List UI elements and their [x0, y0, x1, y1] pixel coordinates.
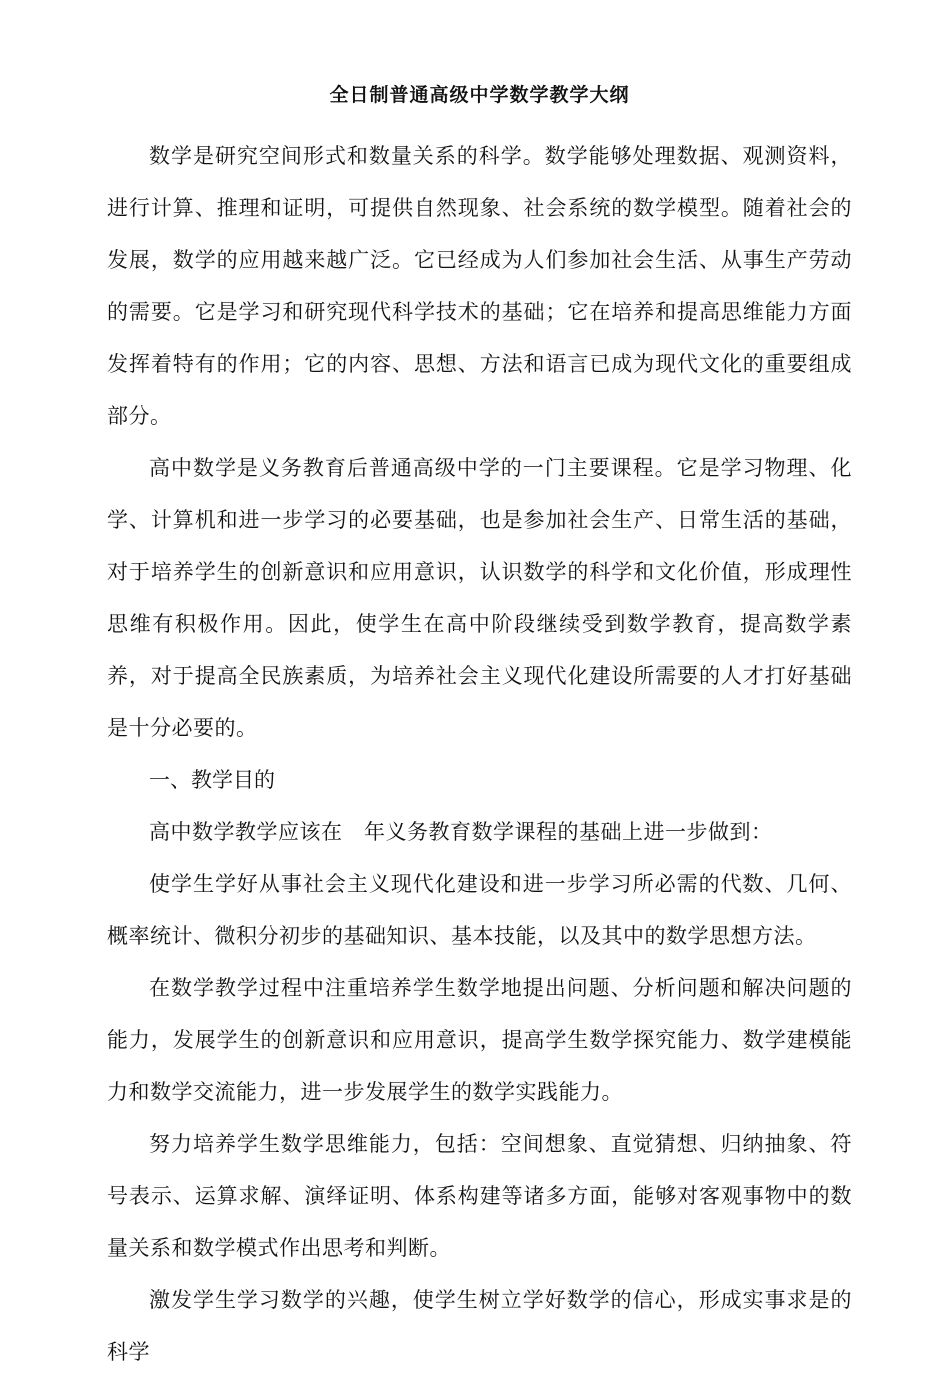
paragraph-high-school-math: 高中数学是义务教育后普通高级中学的一门主要课程。它是学习物理、化学、计算机和进一步学习的必要基础，也是参加社会生产、日常生活的基础，对于培养学生的创新意识和应用意识，认识数学的科学和文化价值，形成理性思维有积极作用。因此，使学生在高中阶段继续受到数学教育，提高数学素养，对于提高全民族素质，为培养社会主义现代化建设所需要的人才打好基础是十分必要的。 — [107, 456, 852, 740]
paragraph-goal-thinking: 努力培养学生数学思维能力，包括：空间想象、直觉猜想、归纳抽象、符号表示、运算求解、演绎证明、体系构建等诸多方面，能够对客观事物中的数量关系和数学模式作出思考和判断。 — [107, 1132, 852, 1260]
paragraph-goal-interest: 激发学生学习数学的兴趣，使学生树立学好数学的信心，形成实事求是的科学 — [107, 1288, 852, 1364]
document-page — [107, 82, 852, 1378]
section-heading-teaching-purpose: 一、教学目的 — [149, 768, 275, 792]
paragraph-goal-knowledge: 使学生学好从事社会主义现代化建设和进一步学习所必需的代数、几何、概率统计、微积分初步的基础知识、基本技能，以及其中的数学思想方法。 — [107, 872, 852, 948]
document-title: 全日制普通高级中学数学教学大纲 — [329, 84, 630, 106]
paragraph-goal-ability: 在数学教学过程中注重培养学生数学地提出问题、分析问题和解决问题的能力，发展学生的创新意识和应用意识，提高学生数学探究能力、数学建模能力和数学交流能力，进一步发展学生的数学实践能力。 — [107, 976, 852, 1104]
paragraph-teaching-goal-intro: 高中数学教学应该在 年义务教育数学课程的基础上进一步做到： — [149, 820, 773, 844]
paragraph-intro-math: 数学是研究空间形式和数量关系的科学。数学能够处理数据、观测资料，进行计算、推理和证明，可提供自然现象、社会系统的数学模型。随着社会的发展，数学的应用越来越广泛。它已经成为人们参加社会生活、从事生产劳动的需要。它是学习和研究现代科学技术的基础；它在培养和提高思维能力方面发挥着特有的作用；它的内容、思想、方法和语言已成为现代文化的重要组成部分。 — [107, 144, 852, 428]
